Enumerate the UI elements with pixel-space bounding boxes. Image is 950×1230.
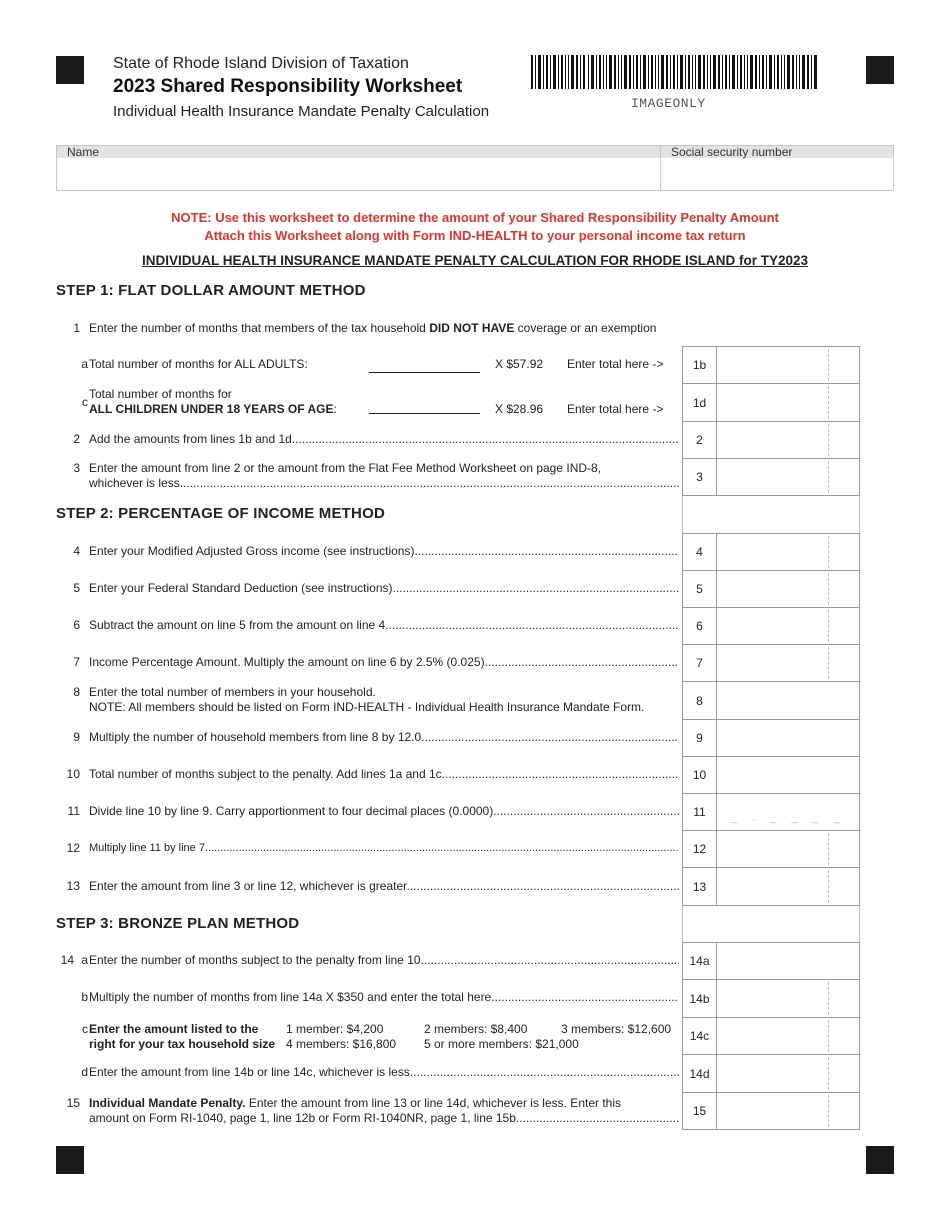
line-8-input[interactable]: [717, 682, 859, 719]
cents-divider: [828, 982, 829, 1015]
line-2-box: [682, 421, 860, 459]
column-frame-gap-2: [682, 905, 860, 943]
line-14c-input[interactable]: [717, 1018, 859, 1054]
ssn-input[interactable]: [661, 158, 893, 190]
taxpayer-info-box: [56, 145, 894, 191]
line-1-text: Enter the number of months that members of the tax household DID NOT HAVE coverage or an exemption: [89, 321, 657, 335]
line-12-text: Multiply line 11 by line 7 .....: [89, 841, 679, 856]
line-14d-code: 14d: [683, 1055, 717, 1092]
line-15-box: [682, 1092, 860, 1130]
line-10-code: 10: [683, 757, 717, 793]
column-frame-gap-1: [682, 496, 860, 534]
line-3-input[interactable]: [717, 459, 859, 495]
line-1d-input[interactable]: [717, 384, 859, 421]
ssn-label: Social security number: [671, 145, 793, 159]
cents-divider: [828, 461, 829, 493]
line-13-number: 13: [66, 879, 80, 893]
line-7-text: Income Percentage Amount. Multiply the amount on line 6 by 2.5% (0.025) .....: [89, 655, 679, 670]
line-11-box: [682, 793, 860, 831]
step-1-heading: STEP 1: FLAT DOLLAR AMOUNT METHOD: [56, 282, 366, 299]
line-8-code: 8: [683, 682, 717, 719]
registration-mark-top-right: [866, 56, 894, 84]
line-12-code: 12: [683, 831, 717, 867]
line-6-text: Subtract the amount on line 5 from the amount on line 4 .....: [89, 618, 679, 633]
line-14c-code: 14c: [683, 1018, 717, 1054]
name-label: Name: [67, 145, 100, 159]
barcode: [531, 55, 817, 89]
line-1-number: 1: [73, 321, 80, 335]
line-14c-text-1: Enter the amount listed to the: [89, 1022, 259, 1036]
line-1b-box: [682, 346, 860, 384]
line-14b-box: [682, 979, 860, 1018]
agency-name: State of Rhode Island Division of Taxation: [113, 55, 409, 72]
line-14b-input[interactable]: [717, 980, 859, 1017]
line-2-input[interactable]: [717, 422, 859, 458]
household-4-members: 4 members: $16,800: [286, 1037, 397, 1051]
cents-divider: [828, 1020, 829, 1052]
line-4-number: 4: [73, 544, 80, 558]
line-5-input[interactable]: [717, 571, 859, 607]
line-5-number: 5: [73, 581, 80, 595]
line-5-code: 5: [683, 571, 717, 607]
cents-divider: [828, 870, 829, 903]
line-14b-letter: b: [81, 990, 88, 1004]
line-7-code: 7: [683, 645, 717, 681]
step-3-heading: STEP 3: BRONZE PLAN METHOD: [56, 915, 300, 932]
line-4-box: [682, 533, 860, 571]
line-14d-box: [682, 1054, 860, 1093]
line-14a-code: 14a: [683, 943, 717, 979]
line-3-text-1: Enter the amount from line 2 or the amount from the Flat Fee Method Worksheet on page IND-8,: [89, 461, 602, 475]
line-14a-box: [682, 942, 860, 980]
registration-mark-top-left: [56, 56, 84, 84]
household-3-members: 3 members: $12,600: [561, 1022, 672, 1036]
name-input[interactable]: [57, 158, 659, 190]
line-4-input[interactable]: [717, 534, 859, 570]
household-1-member: 1 member: $4,200: [286, 1022, 384, 1036]
line-14a-input[interactable]: [717, 943, 859, 979]
line-9-code: 9: [683, 720, 717, 756]
line-4-text: Enter your Modified Adjusted Gross income (see instructions) .....: [89, 544, 679, 559]
line-6-input[interactable]: [717, 608, 859, 644]
line-10-input[interactable]: [717, 757, 859, 793]
line-3-box: [682, 458, 860, 496]
line-11-input[interactable]: [717, 794, 859, 830]
cents-divider: [828, 536, 829, 568]
line-1a-text: Total number of months for ALL ADULTS:: [89, 357, 308, 371]
line-1c-text-2: ALL CHILDREN UNDER 18 YEARS OF AGE:: [89, 402, 337, 416]
line-1c-months-input[interactable]: [369, 413, 480, 414]
cents-divider: [828, 573, 829, 605]
line-10-text: Total number of months subject to the penalty. Add lines 1a and 1c .....: [89, 767, 679, 782]
line-8-text-1: Enter the total number of members in your household.: [89, 685, 376, 699]
line-1a-months-input[interactable]: [369, 372, 480, 373]
line-1c-rate: X $28.96: [495, 402, 544, 416]
worksheet-title: INDIVIDUAL HEALTH INSURANCE MANDATE PENALTY CALCULATION FOR RHODE ISLAND for TY2023: [141, 253, 809, 268]
line-1b-input[interactable]: [717, 347, 859, 383]
line-8-number: 8: [73, 685, 80, 699]
line-14c-box: [682, 1017, 860, 1055]
line-14b-code: 14b: [683, 980, 717, 1017]
line-8-text-2: NOTE: All members should be listed on Form IND-HEALTH - Individual Health Insurance Mandate Form.: [89, 700, 645, 714]
line-1a-enter-hint: Enter total here ->: [567, 357, 664, 371]
line-2-number: 2: [73, 432, 80, 446]
line-3-number: 3: [73, 461, 80, 475]
household-2-members: 2 members: $8,400: [424, 1022, 528, 1036]
cents-divider: [828, 349, 829, 381]
cents-divider: [828, 424, 829, 456]
line-9-number: 9: [73, 730, 80, 744]
line-1c-text-1: Total number of months for: [89, 387, 232, 401]
household-5-or-more-members: 5 or more members: $21,000: [424, 1037, 579, 1051]
line-1b-code: 1b: [683, 347, 717, 383]
line-7-box: [682, 644, 860, 682]
cents-divider: [828, 610, 829, 642]
line-11-code: 11: [683, 794, 717, 830]
line-15-text-1: Individual Mandate Penalty. Enter the amount from line 13 or line 14d, whichever is less. Enter this: [89, 1096, 621, 1110]
cents-divider: [828, 647, 829, 679]
line-15-number: 15: [66, 1096, 80, 1110]
line-8-box: [682, 681, 860, 720]
line-15-text-2: amount on Form RI-1040, page 1, line 12b or Form RI-1040NR, page 1, line 15b .....: [89, 1111, 679, 1126]
cents-divider: [828, 833, 829, 865]
step-2-heading: STEP 2: PERCENTAGE OF INCOME METHOD: [56, 505, 385, 522]
cents-divider: [828, 1057, 829, 1090]
line-14a-letter: a: [81, 953, 88, 967]
line-3-text-2: whichever is less .....: [89, 476, 679, 491]
line-1d-code: 1d: [683, 384, 717, 421]
line-14b-text: Multiply the number of months from line 14a X $350 and enter the total here .....: [89, 990, 679, 1005]
line-11-text: Divide line 10 by line 9. Carry apportionment to four decimal places (0.0000) .....: [89, 804, 679, 819]
line-3-code: 3: [683, 459, 717, 495]
line-2-text: Add the amounts from lines 1b and 1d .....: [89, 432, 679, 447]
line-10-number: 10: [66, 767, 80, 781]
line-6-box: [682, 607, 860, 645]
line-14d-letter: d: [81, 1065, 88, 1079]
line-12-number: 12: [66, 841, 80, 855]
registration-mark-bottom-right: [866, 1146, 894, 1174]
line-1c-letter: c: [82, 395, 88, 409]
line-14c-letter: c: [82, 1022, 88, 1036]
line-9-box: [682, 719, 860, 757]
line-9-text: Multiply the number of household members from line 8 by 12.0 .....: [89, 730, 679, 745]
line-15-input[interactable]: [717, 1093, 859, 1129]
line-10-box: [682, 756, 860, 794]
line-13-code: 13: [683, 868, 717, 905]
line-1c-enter-hint: Enter total here ->: [567, 402, 664, 416]
line-1a-rate: X $57.92: [495, 357, 544, 371]
line-13-input[interactable]: [717, 868, 859, 905]
registration-mark-bottom-left: [56, 1146, 84, 1174]
cents-divider: [828, 386, 829, 419]
line-9-input[interactable]: [717, 720, 859, 756]
line-13-text: Enter the amount from line 3 or line 12, whichever is greater .....: [89, 879, 679, 894]
line-12-input[interactable]: [717, 831, 859, 867]
note-line-2: Attach this Worksheet along with Form IND-HEALTH to your personal income tax return: [204, 228, 746, 243]
line-13-box: [682, 867, 860, 906]
line-14d-text: Enter the amount from line 14b or line 14c, whichever is less .....: [89, 1065, 679, 1080]
line-14c-text-2: right for your tax household size: [89, 1037, 276, 1051]
decimal-mask: _ . _ _ _ _: [731, 812, 846, 824]
line-14a-text: Enter the number of months subject to the penalty from line 10 .....: [89, 953, 679, 968]
line-1d-box: [682, 383, 860, 422]
line-11-number: 11: [67, 804, 80, 818]
note-line-1: NOTE: Use this worksheet to determine the amount of your Shared Responsibility Penalty Amount: [171, 210, 779, 225]
line-14-number: 14: [60, 953, 74, 967]
barcode-caption: IMAGEONLY: [631, 96, 706, 111]
page-subtitle: Individual Health Insurance Mandate Penalty Calculation: [113, 103, 490, 120]
line-2-code: 2: [683, 422, 717, 458]
line-6-number: 6: [73, 618, 80, 632]
line-5-text: Enter your Federal Standard Deduction (see instructions) .....: [89, 581, 679, 596]
cents-divider: [828, 1095, 829, 1127]
page-title: 2023 Shared Responsibility Worksheet: [113, 76, 463, 97]
line-1a-letter: a: [81, 357, 88, 371]
line-12-box: [682, 830, 860, 868]
line-7-input[interactable]: [717, 645, 859, 681]
line-5-box: [682, 570, 860, 608]
line-7-number: 7: [73, 655, 80, 669]
line-15-code: 15: [683, 1093, 717, 1129]
line-14d-input[interactable]: [717, 1055, 859, 1092]
line-4-code: 4: [683, 534, 717, 570]
line-6-code: 6: [683, 608, 717, 644]
